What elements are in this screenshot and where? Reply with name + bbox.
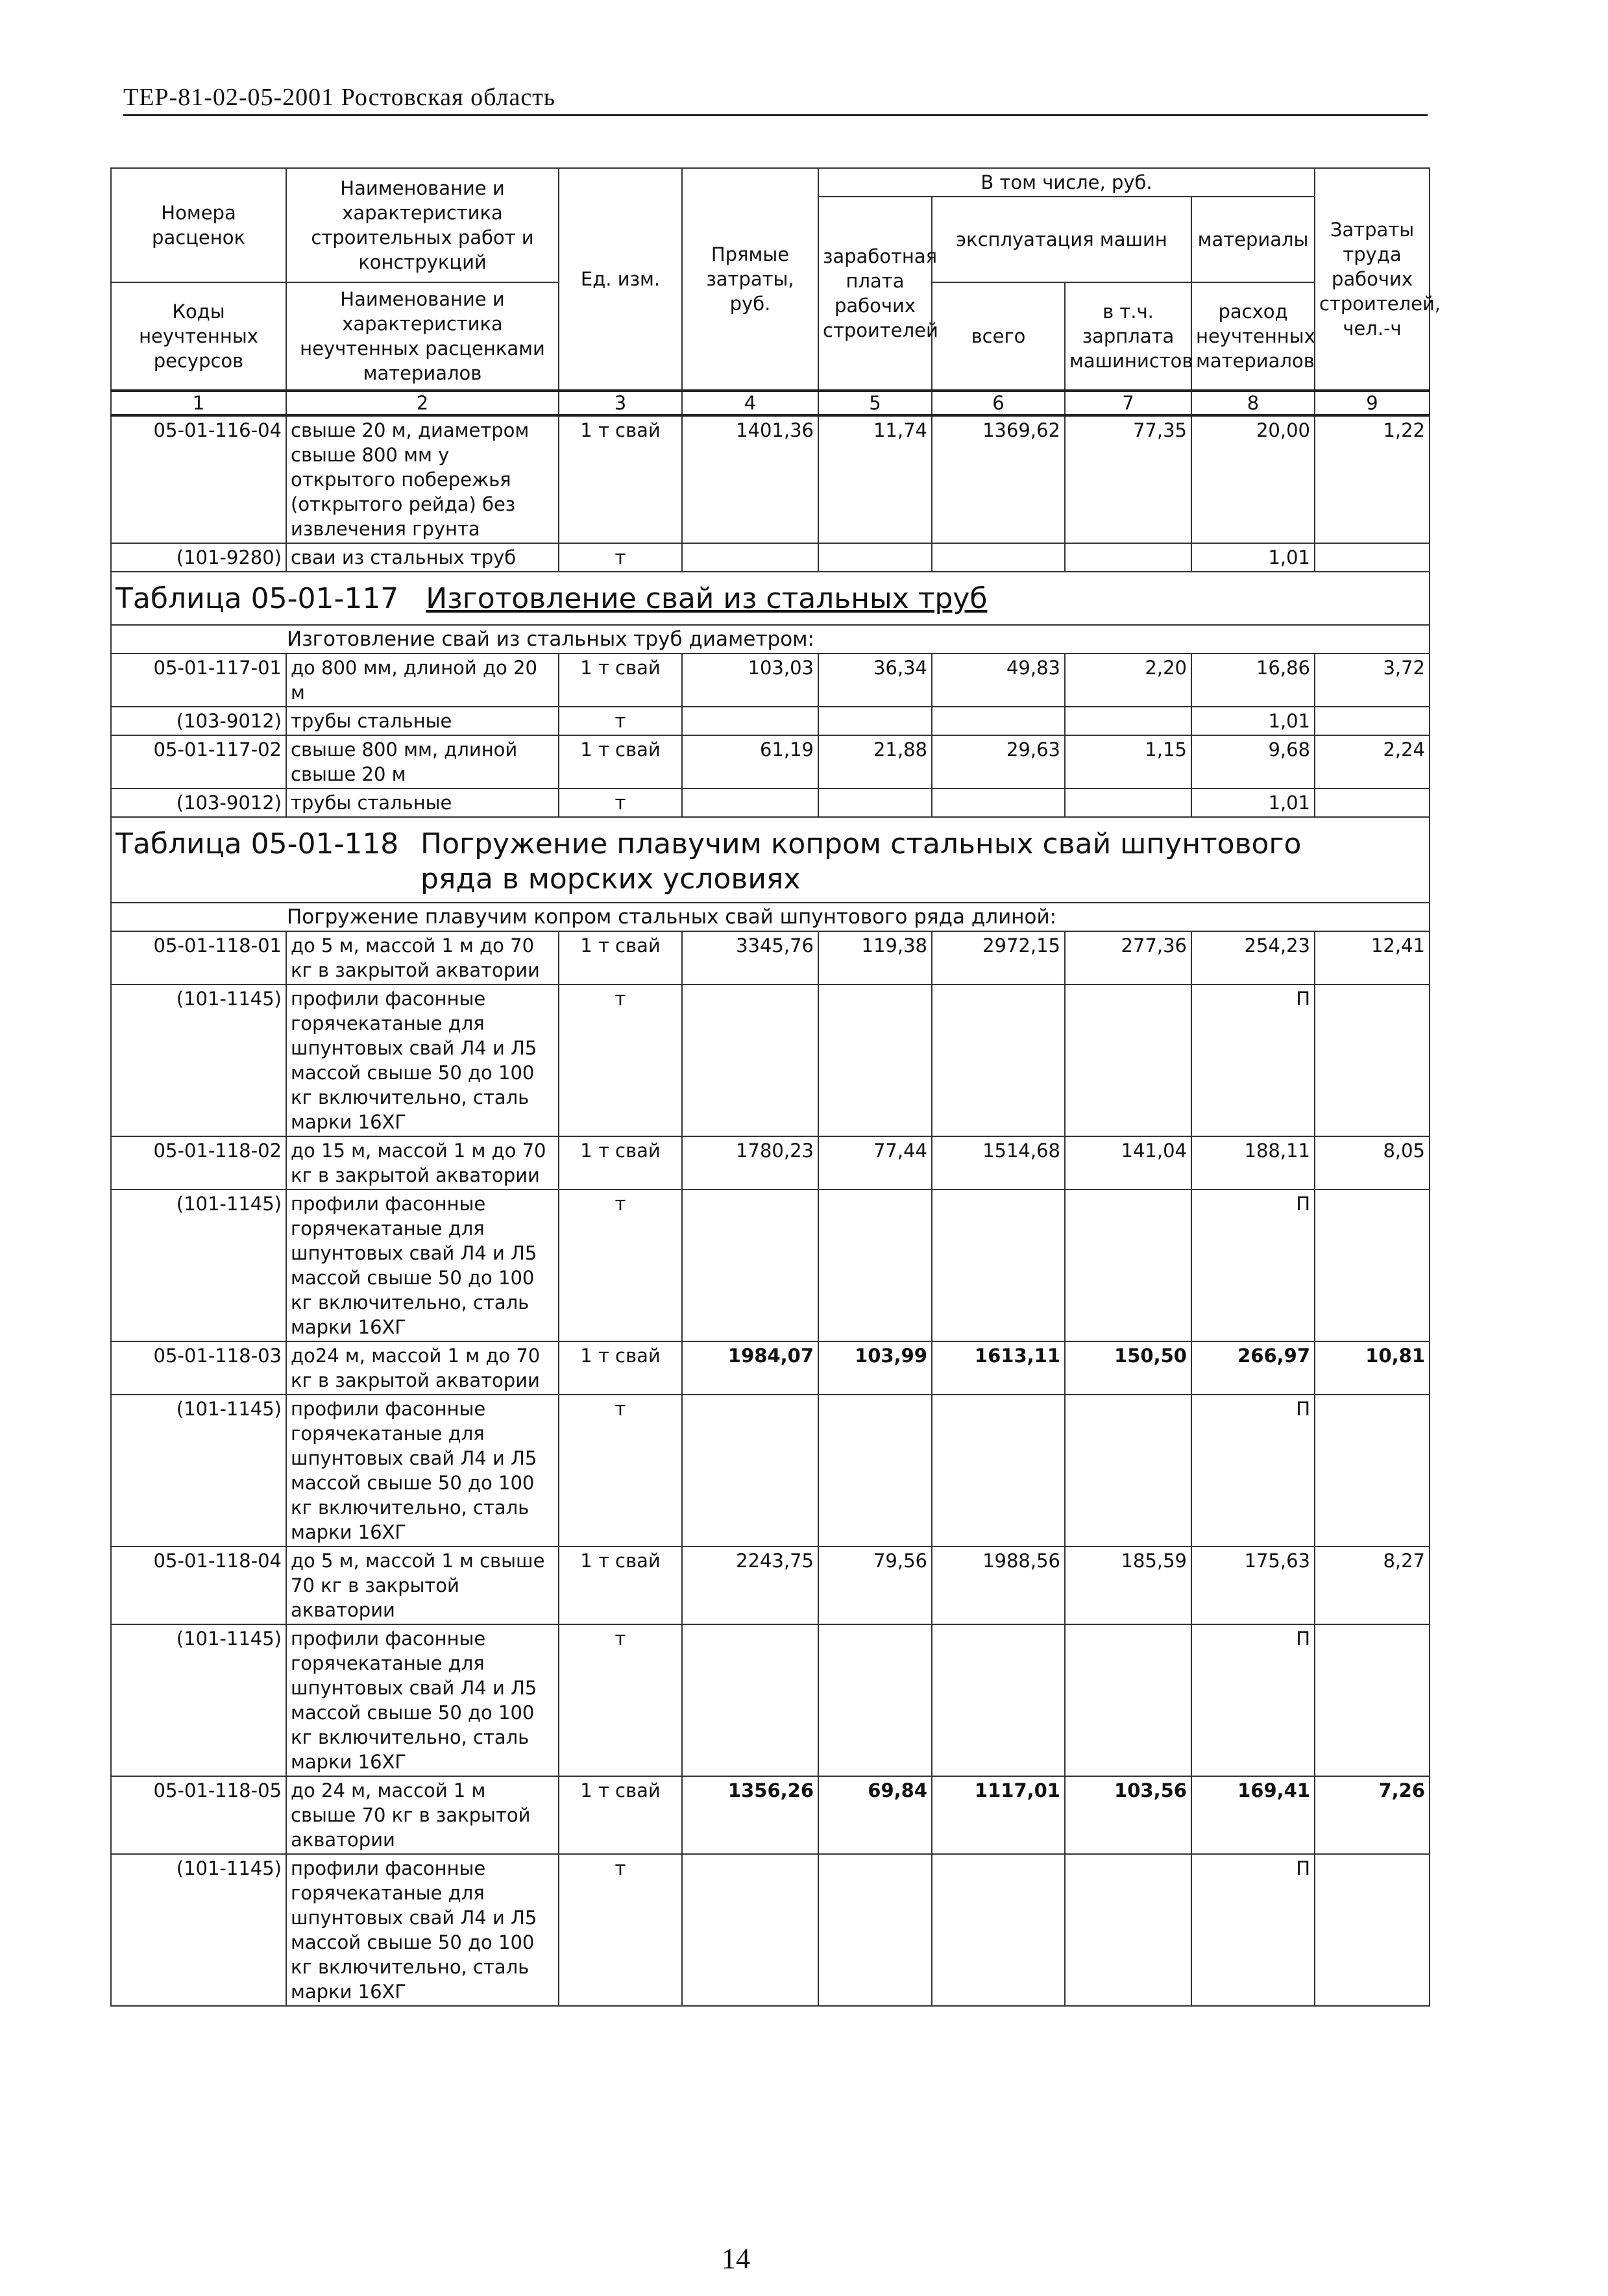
resource-code: (101-1145) bbox=[111, 1190, 286, 1341]
empty-cell bbox=[1315, 707, 1430, 735]
machinist-wages: 1,15 bbox=[1065, 735, 1191, 788]
resource-row bbox=[111, 788, 1430, 817]
direct-costs: 61,19 bbox=[682, 735, 818, 788]
empty-cell bbox=[682, 1624, 818, 1776]
empty-cell bbox=[682, 788, 818, 817]
empty-cell bbox=[1315, 984, 1430, 1136]
table-row bbox=[111, 1546, 1430, 1624]
empty-cell bbox=[932, 707, 1065, 735]
empty-cell bbox=[1065, 707, 1191, 735]
header-col2-top: Наименование и характеристика строительных работ и конструкций bbox=[286, 168, 559, 282]
resource-name: профили фасонные горячекатаные для шпунтовых свай Л4 и Л5 массой свыше 50 до 100 кг включительно, сталь марки 16ХГ bbox=[286, 1854, 559, 2006]
table-118-subheading-row bbox=[111, 903, 1430, 931]
rate-name: свыше 20 м, диаметром свыше 800 мм у открытого побережья (открытого рейда) без извлечения грунта bbox=[286, 415, 559, 543]
labor-costs: 1,22 bbox=[1315, 415, 1430, 543]
empty-cell bbox=[1315, 1624, 1430, 1776]
materials: 175,63 bbox=[1191, 1546, 1315, 1624]
resource-unit: т bbox=[559, 788, 682, 817]
resource-quantity: П bbox=[1191, 1854, 1315, 2006]
empty-cell bbox=[682, 1854, 818, 2006]
empty-cell bbox=[932, 1190, 1065, 1341]
column-number: 2 bbox=[286, 391, 559, 415]
materials: 169,41 bbox=[1191, 1776, 1315, 1854]
machines-total: 1369,62 bbox=[932, 415, 1065, 543]
header-machines: эксплуатация машин bbox=[932, 197, 1191, 282]
header-col4: Прямые затраты, руб. bbox=[682, 168, 818, 391]
empty-cell bbox=[932, 543, 1065, 572]
machines-total: 29,63 bbox=[932, 735, 1065, 788]
materials: 266,97 bbox=[1191, 1341, 1315, 1395]
wages: 36,34 bbox=[818, 653, 932, 707]
empty-cell bbox=[682, 984, 818, 1136]
wages: 79,56 bbox=[818, 1546, 932, 1624]
resource-row bbox=[111, 984, 1430, 1136]
resource-row bbox=[111, 543, 1430, 572]
resource-quantity: П bbox=[1191, 1395, 1315, 1546]
direct-costs: 2243,75 bbox=[682, 1546, 818, 1624]
materials: 20,00 bbox=[1191, 415, 1315, 543]
resource-name: трубы стальные bbox=[286, 788, 559, 817]
page-header: ТЕР-81-02-05-2001 Ростовская область bbox=[123, 83, 1428, 116]
empty-cell bbox=[1315, 1854, 1430, 2006]
header-group: В том числе, руб. bbox=[818, 168, 1315, 197]
empty-cell bbox=[818, 1624, 932, 1776]
wages: 103,99 bbox=[818, 1341, 932, 1395]
header-col1-top: Номера расценок bbox=[111, 168, 286, 282]
rate-code: 05-01-117-02 bbox=[111, 735, 286, 788]
resource-code: (101-1145) bbox=[111, 1854, 286, 2006]
rate-code: 05-01-118-03 bbox=[111, 1341, 286, 1395]
empty-cell bbox=[1315, 1395, 1430, 1546]
empty-cell bbox=[1065, 1624, 1191, 1776]
rate-code: 05-01-118-01 bbox=[111, 931, 286, 984]
empty-cell bbox=[1065, 1395, 1191, 1546]
column-number: 9 bbox=[1315, 391, 1430, 415]
rate-unit: 1 т свай bbox=[559, 1776, 682, 1854]
machines-total: 1988,56 bbox=[932, 1546, 1065, 1624]
rate-unit: 1 т свай bbox=[559, 931, 682, 984]
rate-unit: 1 т свай bbox=[559, 735, 682, 788]
rate-name: до 5 м, массой 1 м до 70 кг в закрытой акватории bbox=[286, 931, 559, 984]
wages: 119,38 bbox=[818, 931, 932, 984]
empty-cell bbox=[1315, 1190, 1430, 1341]
empty-cell bbox=[932, 1854, 1065, 2006]
rate-name: до24 м, массой 1 м до 70 кг в закрытой акватории bbox=[286, 1341, 559, 1395]
resource-unit: т bbox=[559, 543, 682, 572]
direct-costs: 1401,36 bbox=[682, 415, 818, 543]
rate-name: до 15 м, массой 1 м до 70 кг в закрытой акватории bbox=[286, 1136, 559, 1190]
resource-name: профили фасонные горячекатаные для шпунтовых свай Л4 и Л5 массой свыше 50 до 100 кг включительно, сталь марки 16ХГ bbox=[286, 1624, 559, 1776]
empty-cell bbox=[932, 1395, 1065, 1546]
resource-name: сваи из стальных труб bbox=[286, 543, 559, 572]
rate-code: 05-01-118-05 bbox=[111, 1776, 286, 1854]
empty-cell bbox=[1315, 543, 1430, 572]
header-row-1 bbox=[111, 168, 1430, 197]
machines-total: 1514,68 bbox=[932, 1136, 1065, 1190]
empty-cell bbox=[682, 1395, 818, 1546]
direct-costs: 1984,07 bbox=[682, 1341, 818, 1395]
rate-unit: 1 т свай bbox=[559, 653, 682, 707]
empty-cell bbox=[932, 1624, 1065, 1776]
empty-cell bbox=[818, 1395, 932, 1546]
column-number: 5 bbox=[818, 391, 932, 415]
empty-cell bbox=[1065, 543, 1191, 572]
rate-name: свыше 800 мм, длиной свыше 20 м bbox=[286, 735, 559, 788]
empty-cell bbox=[818, 1854, 932, 2006]
table-row bbox=[111, 653, 1430, 707]
labor-costs: 10,81 bbox=[1315, 1341, 1430, 1395]
column-number: 6 bbox=[932, 391, 1065, 415]
rate-name: до 5 м, массой 1 м свыше 70 кг в закрытой акватории bbox=[286, 1546, 559, 1624]
machinist-wages: 150,50 bbox=[1065, 1341, 1191, 1395]
materials: 9,68 bbox=[1191, 735, 1315, 788]
rates-table bbox=[110, 167, 1441, 2007]
labor-costs: 12,41 bbox=[1315, 931, 1430, 984]
resource-quantity: П bbox=[1191, 1190, 1315, 1341]
labor-costs: 8,27 bbox=[1315, 1546, 1430, 1624]
column-number: 1 bbox=[111, 391, 286, 415]
rate-code: 05-01-117-01 bbox=[111, 653, 286, 707]
empty-cell bbox=[1065, 984, 1191, 1136]
direct-costs: 3345,76 bbox=[682, 931, 818, 984]
materials: 254,23 bbox=[1191, 931, 1315, 984]
column-number: 4 bbox=[682, 391, 818, 415]
table-row bbox=[111, 1136, 1430, 1190]
rate-code: 05-01-116-04 bbox=[111, 415, 286, 543]
header-col5: заработная плата рабочих строителей bbox=[818, 197, 932, 391]
machines-total: 1117,01 bbox=[932, 1776, 1065, 1854]
resource-row bbox=[111, 1395, 1430, 1546]
header-col7: в т.ч. зарплата машинистов bbox=[1065, 282, 1191, 391]
rates-sheet bbox=[110, 167, 1441, 2007]
table-117-title-row bbox=[111, 572, 1430, 625]
column-number: 3 bbox=[559, 391, 682, 415]
rate-unit: 1 т свай bbox=[559, 1341, 682, 1395]
resource-unit: т bbox=[559, 1190, 682, 1341]
resource-code: (103-9012) bbox=[111, 707, 286, 735]
empty-cell bbox=[818, 543, 932, 572]
resource-unit: т bbox=[559, 1395, 682, 1546]
table-row bbox=[111, 735, 1430, 788]
resource-row bbox=[111, 707, 1430, 735]
machines-total: 2972,15 bbox=[932, 931, 1065, 984]
wages: 69,84 bbox=[818, 1776, 932, 1854]
resource-quantity: 1,01 bbox=[1191, 543, 1315, 572]
header-col2-bottom: Наименование и характеристика неучтенных расценками материалов bbox=[286, 282, 559, 391]
empty-cell bbox=[818, 1190, 932, 1341]
table-117-subheading-row bbox=[111, 625, 1430, 653]
resource-unit: т bbox=[559, 984, 682, 1136]
labor-costs: 7,26 bbox=[1315, 1776, 1430, 1854]
table-row bbox=[111, 931, 1430, 984]
header-col8-top: материалы bbox=[1191, 197, 1315, 282]
rate-name: до 24 м, массой 1 м свыше 70 кг в закрытой акватории bbox=[286, 1776, 559, 1854]
table-118-label: Таблица 05-01-118 bbox=[116, 827, 399, 861]
labor-costs: 2,24 bbox=[1315, 735, 1430, 788]
rate-unit: 1 т свай bbox=[559, 415, 682, 543]
labor-costs: 3,72 bbox=[1315, 653, 1430, 707]
resource-quantity: П bbox=[1191, 984, 1315, 1136]
resource-name: трубы стальные bbox=[286, 707, 559, 735]
machines-total: 49,83 bbox=[932, 653, 1065, 707]
wages: 11,74 bbox=[818, 415, 932, 543]
table-117-title: Изготовление свай из стальных труб bbox=[426, 582, 988, 615]
empty-cell bbox=[818, 707, 932, 735]
resource-row bbox=[111, 1190, 1430, 1341]
rate-code: 05-01-118-02 bbox=[111, 1136, 286, 1190]
empty-cell bbox=[1065, 1190, 1191, 1341]
empty-cell bbox=[682, 543, 818, 572]
rate-unit: 1 т свай bbox=[559, 1546, 682, 1624]
empty-cell bbox=[1315, 788, 1430, 817]
column-number: 8 bbox=[1191, 391, 1315, 415]
materials: 188,11 bbox=[1191, 1136, 1315, 1190]
resource-unit: т bbox=[559, 1854, 682, 2006]
direct-costs: 1356,26 bbox=[682, 1776, 818, 1854]
labor-costs: 8,05 bbox=[1315, 1136, 1430, 1190]
table-118-title: Погружение плавучим копром стальных свай шпунтового ряда в морских условиях bbox=[420, 827, 1302, 896]
page-number: 14 bbox=[722, 2243, 750, 2275]
direct-costs: 1780,23 bbox=[682, 1136, 818, 1190]
empty-cell bbox=[818, 788, 932, 817]
rate-unit: 1 т свай bbox=[559, 1136, 682, 1190]
resource-quantity: П bbox=[1191, 1624, 1315, 1776]
materials: 16,86 bbox=[1191, 653, 1315, 707]
machinist-wages: 185,59 bbox=[1065, 1546, 1191, 1624]
machinist-wages: 2,20 bbox=[1065, 653, 1191, 707]
resource-code: (101-9280) bbox=[111, 543, 286, 572]
resource-quantity: 1,01 bbox=[1191, 788, 1315, 817]
machines-total: 1613,11 bbox=[932, 1341, 1065, 1395]
resource-name: профили фасонные горячекатаные для шпунтовых свай Л4 и Л5 массой свыше 50 до 100 кг включительно, сталь марки 16ХГ bbox=[286, 1190, 559, 1341]
machinist-wages: 277,36 bbox=[1065, 931, 1191, 984]
empty-cell bbox=[932, 984, 1065, 1136]
wages: 21,88 bbox=[818, 735, 932, 788]
direct-costs: 103,03 bbox=[682, 653, 818, 707]
empty-cell bbox=[1065, 788, 1191, 817]
machinist-wages: 103,56 bbox=[1065, 1776, 1191, 1854]
header-col9: Затраты труда рабочих строителей, чел.-ч bbox=[1315, 168, 1430, 391]
rate-name: до 800 мм, длиной до 20 м bbox=[286, 653, 559, 707]
resource-name: профили фасонные горячекатаные для шпунтовых свай Л4 и Л5 массой свыше 50 до 100 кг включительно, сталь марки 16ХГ bbox=[286, 984, 559, 1136]
empty-cell bbox=[682, 1190, 818, 1341]
machinist-wages: 141,04 bbox=[1065, 1136, 1191, 1190]
resource-unit: т bbox=[559, 707, 682, 735]
table-row bbox=[111, 415, 1430, 543]
resource-row bbox=[111, 1854, 1430, 2006]
header-col3: Ед. изм. bbox=[559, 168, 682, 391]
table-118-subheading: Погружение плавучим копром стальных свай шпунтового ряда длиной: bbox=[111, 903, 1430, 931]
wages: 77,44 bbox=[818, 1136, 932, 1190]
table-117-label: Таблица 05-01-117 bbox=[116, 582, 399, 615]
table-117-subheading: Изготовление свай из стальных труб диаметром: bbox=[111, 625, 1430, 653]
column-numbers-row bbox=[111, 391, 1430, 415]
table-118-title-row bbox=[111, 817, 1430, 903]
machinist-wages: 77,35 bbox=[1065, 415, 1191, 543]
resource-code: (101-1145) bbox=[111, 1395, 286, 1546]
empty-cell bbox=[1065, 1854, 1191, 2006]
resource-unit: т bbox=[559, 1624, 682, 1776]
empty-cell bbox=[682, 707, 818, 735]
resource-quantity: 1,01 bbox=[1191, 707, 1315, 735]
table-row bbox=[111, 1776, 1430, 1854]
header-col1-bottom: Коды неучтенных ресурсов bbox=[111, 282, 286, 391]
empty-cell bbox=[932, 788, 1065, 817]
empty-cell bbox=[818, 984, 932, 1136]
resource-code: (103-9012) bbox=[111, 788, 286, 817]
header-col8-bottom: расход неучтенных материалов bbox=[1191, 282, 1315, 391]
header-col6: всего bbox=[932, 282, 1065, 391]
column-number: 7 bbox=[1065, 391, 1191, 415]
resource-row bbox=[111, 1624, 1430, 1776]
resource-code: (101-1145) bbox=[111, 984, 286, 1136]
resource-code: (101-1145) bbox=[111, 1624, 286, 1776]
table-row bbox=[111, 1341, 1430, 1395]
resource-name: профили фасонные горячекатаные для шпунтовых свай Л4 и Л5 массой свыше 50 до 100 кг включительно, сталь марки 16ХГ bbox=[286, 1395, 559, 1546]
rate-code: 05-01-118-04 bbox=[111, 1546, 286, 1624]
